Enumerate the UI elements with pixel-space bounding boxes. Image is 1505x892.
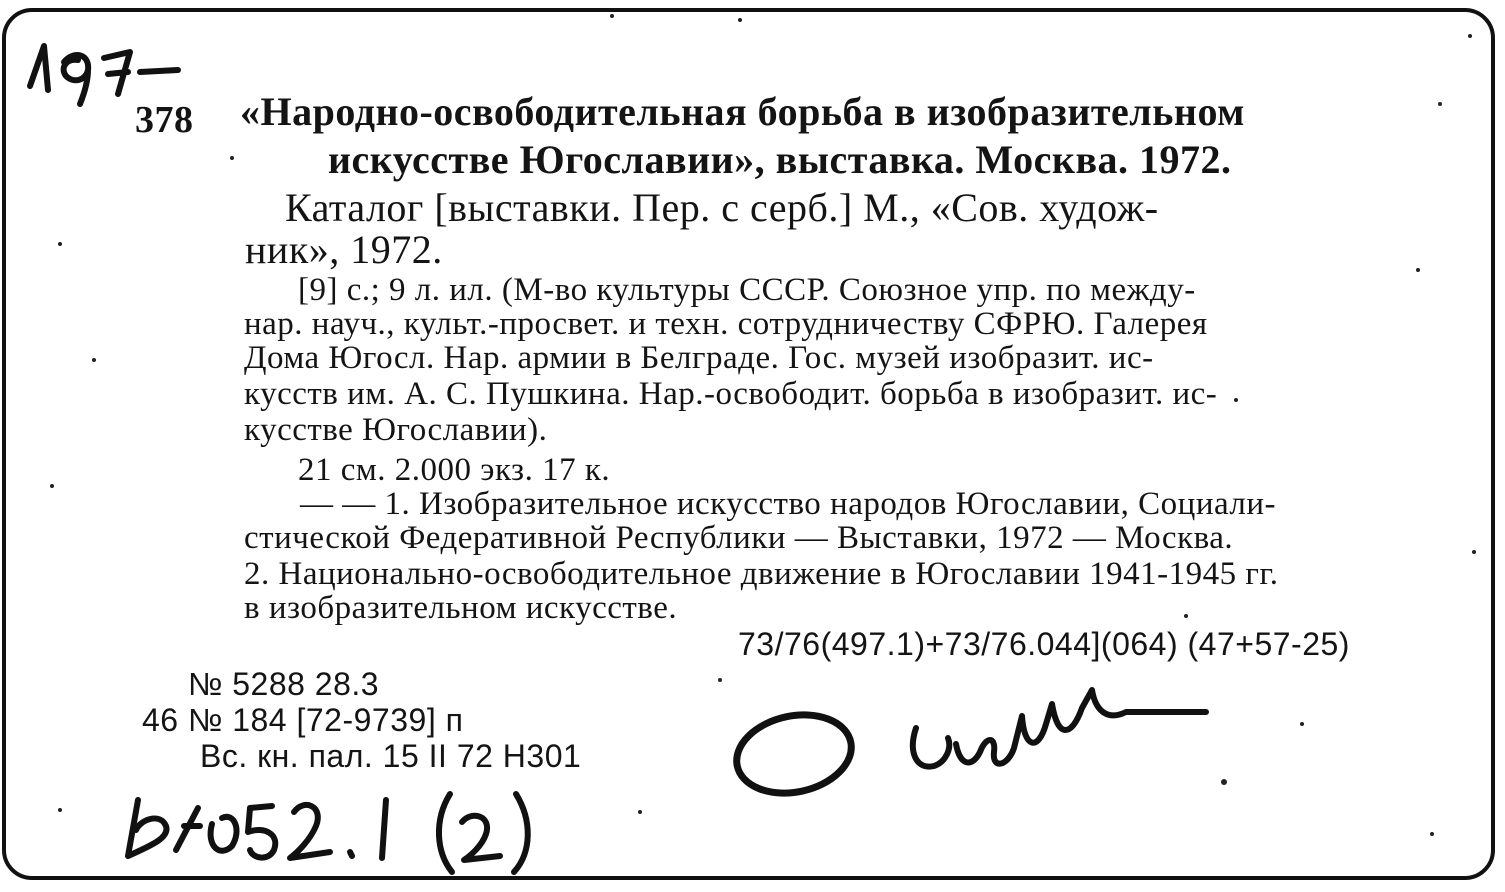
title-line-2: искусстве Югославии», выставка. Москва. 1972. (328, 137, 1232, 182)
description-line-5: кусстве Югославии). (244, 412, 548, 448)
publication-line-1: Каталог [выставки. Пер. с серб.] М., «Сов. худож- (285, 185, 1159, 230)
description-line-1: [9] с.; 9 л. ил. (М-во культуры СССР. Союзное упр. по между- (298, 272, 1196, 308)
physical-description: 21 см. 2.000 экз. 17 к. (298, 452, 611, 488)
registration-line-1: № 5288 28.3 (188, 666, 380, 702)
classification-index: 73/76(497.1)+73/76.044](064) (47+57-25) (738, 626, 1350, 662)
registration-line-2: 46 № 184 [72-9739] п (142, 702, 464, 738)
subject-line-2: стической Федеративной Республики — Выставки, 1972 — Москва. (244, 520, 1234, 556)
description-line-2: нар. науч., культ.-просвет. и техн. сотрудничеству СФРЮ. Галерея (244, 306, 1208, 342)
title-line-1: «Народно-освободительная борьба в изобразительном (240, 89, 1245, 134)
description-line-4: кусств им. А. С. Пушкина. Нар.-освободит. борьба в изобразит. ис- (244, 376, 1218, 412)
subject-line-3: 2. Национально-освободительное движение в Югославии 1941-1945 гг. (244, 556, 1279, 592)
registration-line-3: Вс. кн. пал. 15 II 72 Н301 (200, 738, 582, 774)
publication-line-2: ник», 1972. (245, 227, 443, 272)
subject-line-4: в изобразительном искусстве. (244, 590, 678, 626)
subject-line-1: — — 1. Изобразительное искусство народов Югославии, Социали- (300, 486, 1277, 522)
card-number: 378 (135, 99, 194, 141)
description-line-3: Дома Югосл. Нар. армии в Белграде. Гос. музей изобразит. ис- (244, 340, 1154, 376)
